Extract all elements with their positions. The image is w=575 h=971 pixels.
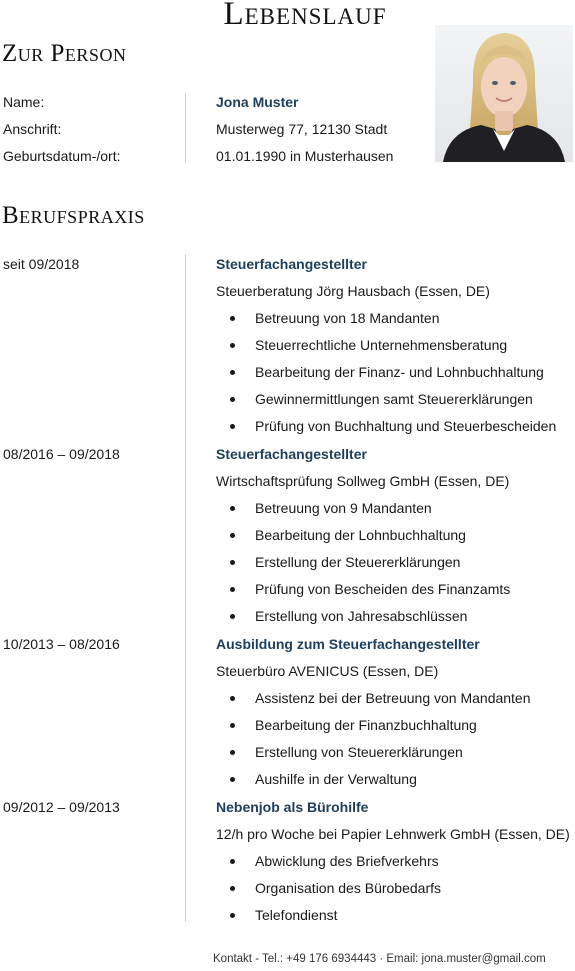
bullet-icon [230,397,235,402]
bullet-icon [230,370,235,375]
entry-period: 09/2012 – 09/2013 [3,799,120,815]
document-title: Lebenslauf [223,0,387,32]
entry-employer: Steuerberatung Jörg Hausbach (Essen, DE) [216,283,490,299]
entry-employer-row [0,471,575,498]
list-item-text: Aushilfe in der Verwaltung [255,771,417,787]
bullet-icon [230,316,235,321]
experience-entry [0,254,575,281]
bullet-icon [230,723,235,728]
entry-period: seit 09/2018 [3,256,80,272]
bullet-icon [230,913,235,918]
list-item-text: Erstellung von Steuererklärungen [255,744,463,760]
list-item-text: Betreuung von 18 Mandanten [255,310,440,326]
footer-contact: Kontakt - Tel.: +49 176 6934443 · Email: jona.muster@gmail.com [213,953,546,965]
bullet-icon [230,696,235,701]
entry-employer-row [0,824,575,851]
bullet-icon [230,614,235,619]
entry-employer: Wirtschaftsprüfung Sollweg GmbH (Essen, DE) [216,473,510,489]
experience-entry [0,634,575,661]
person-address: Musterweg 77, 12130 Stadt [216,121,388,137]
bullet-icon [230,506,235,511]
bullet-icon [230,777,235,782]
bullet-icon [230,560,235,565]
section-heading-experience: Berufspraxis [2,202,145,229]
entry-title: Steuerfachangestellter [216,446,367,462]
entry-employer: 12/h pro Woche bei Papier Lehnwerk GmbH (Essen, DE) [216,826,570,842]
list-item-text: Betreuung von 9 Mandanten [255,500,432,516]
bullet-icon [230,533,235,538]
entry-employer-row [0,281,575,308]
entry-employer-row [0,661,575,688]
field-label: Anschrift: [3,121,62,137]
field-label: Name: [3,94,45,110]
list-item-text: Bearbeitung der Lohnbuchhaltung [255,527,466,543]
section-heading-person: Zur Person [2,40,127,67]
list-item-text: Telefondienst [255,907,338,923]
person-name: Jona Muster [216,94,299,110]
experience-entry [0,797,575,824]
profile-photo [435,25,573,162]
bullet-icon [230,750,235,755]
list-item-text: Prüfung von Buchhaltung und Steuerbescheiden [255,418,557,434]
entry-employer: Steuerbüro AVENICUS (Essen, DE) [216,663,439,679]
bullet-icon [230,424,235,429]
list-item-text: Bearbeitung der Finanz- und Lohnbuchhaltung [255,364,544,380]
list-item-text: Bearbeitung der Finanzbuchhaltung [255,717,477,733]
entry-period: 08/2016 – 09/2018 [3,446,120,462]
list-item-text: Assistenz bei der Betreuung von Mandanten [255,690,531,706]
bullet-icon [230,587,235,592]
list-item-text: Abwicklung des Briefverkehrs [255,853,439,869]
entry-title: Ausbildung zum Steuerfachangestellter [216,636,480,652]
bullet-icon [230,859,235,864]
entry-title: Steuerfachangestellter [216,256,367,272]
entry-title: Nebenjob als Bürohilfe [216,799,369,815]
list-item-text: Erstellung der Steuererklärungen [255,554,461,570]
list-item-text: Steuerrechtliche Unternehmensberatung [255,337,508,353]
field-label: Geburtsdatum-/ort: [3,148,121,164]
bullet-icon [230,886,235,891]
experience-entry [0,444,575,471]
bullet-icon [230,343,235,348]
list-item-text: Erstellung von Jahresabschlüssen [255,608,468,624]
list-item-text: Gewinnermittlungen samt Steuererklärungen [255,391,533,407]
person-birth: 01.01.1990 in Musterhausen [216,148,394,164]
entry-period: 10/2013 – 08/2016 [3,636,120,652]
list-item-text: Prüfung von Bescheiden des Finanzamts [255,581,511,597]
list-item-text: Organisation des Bürobedarfs [255,880,441,896]
